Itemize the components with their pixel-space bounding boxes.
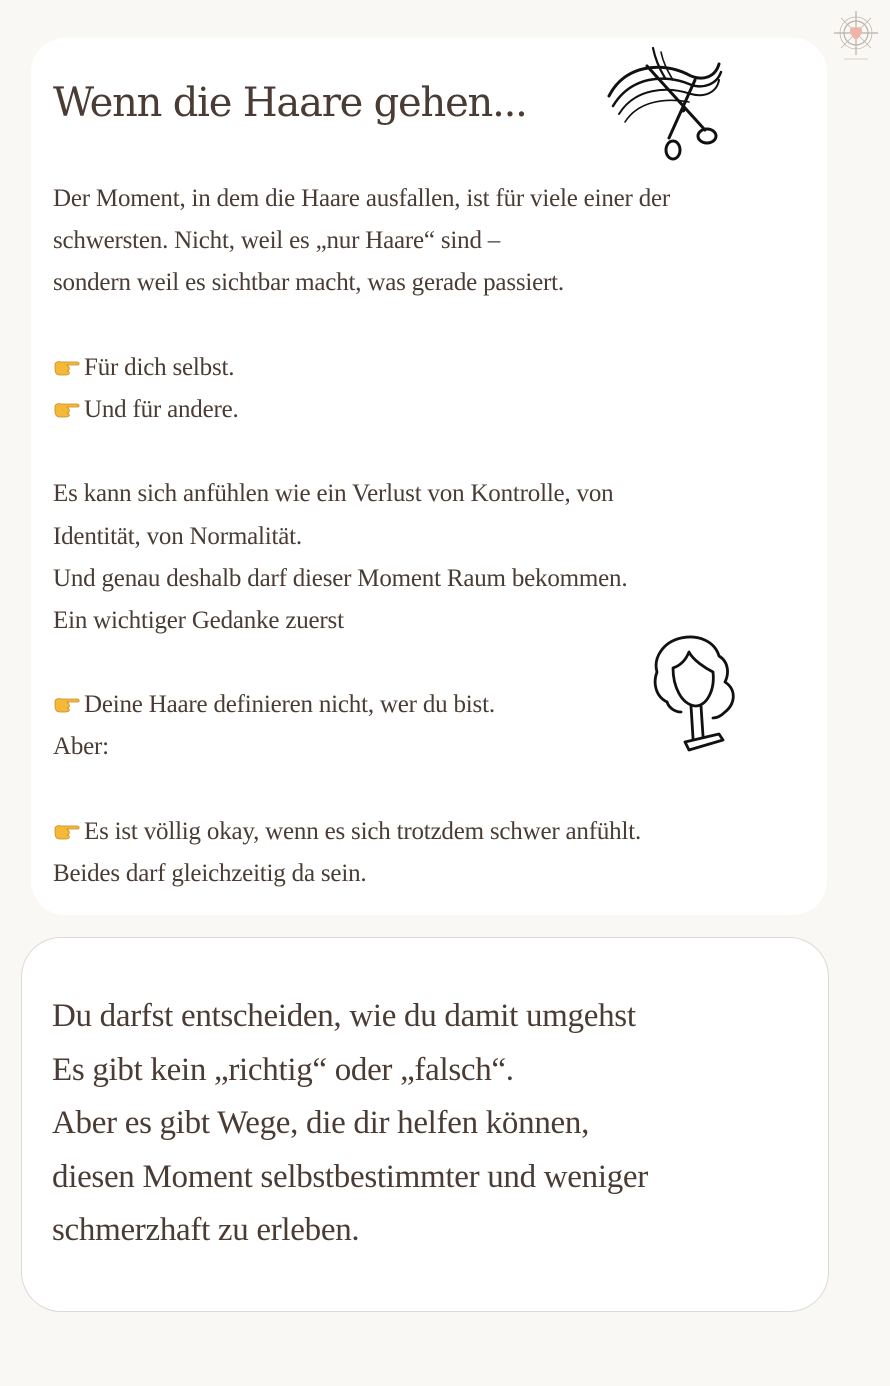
highlight-line: Aber es gibt Wege, die dir helfen können, bbox=[52, 1105, 590, 1141]
bullet-line: Es ist völlig okay, wenn es sich trotzdem schwer anfühlt. bbox=[53, 811, 670, 853]
paragraph-line: Der Moment, in dem die Haare ausfallen, ist für viele einer der bbox=[53, 185, 671, 212]
bullet-line: Deine Haare definieren nicht, wer du bist. bbox=[53, 684, 670, 726]
paragraph-line: Ein wichtiger Gedanke zuerst bbox=[53, 606, 344, 634]
pointing-hand-icon bbox=[53, 399, 81, 419]
highlight-line: Du darfst entscheiden, wie du damit umgehst bbox=[52, 998, 636, 1034]
paragraph-line: Identität, von Normalität. bbox=[53, 522, 302, 550]
highlight-line: Es gibt kein „richtig“ oder „falsch“. bbox=[52, 1051, 514, 1088]
paragraph-line: Beides darf gleichzeitig da sein. bbox=[53, 860, 367, 887]
paragraph-line: sondern weil es sichtbar macht, was gerade passiert. bbox=[53, 269, 564, 297]
bullet-line: Für dich selbst. bbox=[53, 347, 670, 389]
info-card bbox=[31, 38, 827, 915]
highlight-text bbox=[52, 990, 648, 1258]
pointing-hand-icon bbox=[53, 821, 81, 841]
highlight-line: schmerzhaft zu erleben. bbox=[52, 1212, 360, 1248]
paragraph-line: Und genau deshalb darf dieser Moment Raum bekommen. bbox=[53, 564, 628, 592]
highlight-card bbox=[21, 937, 829, 1312]
paragraph-line: schwersten. Nicht, weil es „nur Haare“ sind – bbox=[53, 227, 501, 255]
pointing-hand-icon bbox=[53, 694, 81, 714]
compass-heart-logo-icon bbox=[830, 6, 882, 62]
pointing-hand-icon bbox=[53, 357, 81, 377]
paragraph-line: Es kann sich anfühlen wie ein Verlust von Kontrolle, von bbox=[53, 480, 614, 508]
page-title: Wenn die Haare gehen... bbox=[53, 80, 527, 126]
paragraph-line: Aber: bbox=[53, 733, 109, 761]
body-text bbox=[53, 178, 670, 895]
highlight-line: diesen Moment selbstbestimmter und weniger bbox=[52, 1158, 648, 1195]
bullet-line: Und für andere. bbox=[53, 389, 670, 431]
hair-scissors-icon bbox=[603, 44, 725, 162]
